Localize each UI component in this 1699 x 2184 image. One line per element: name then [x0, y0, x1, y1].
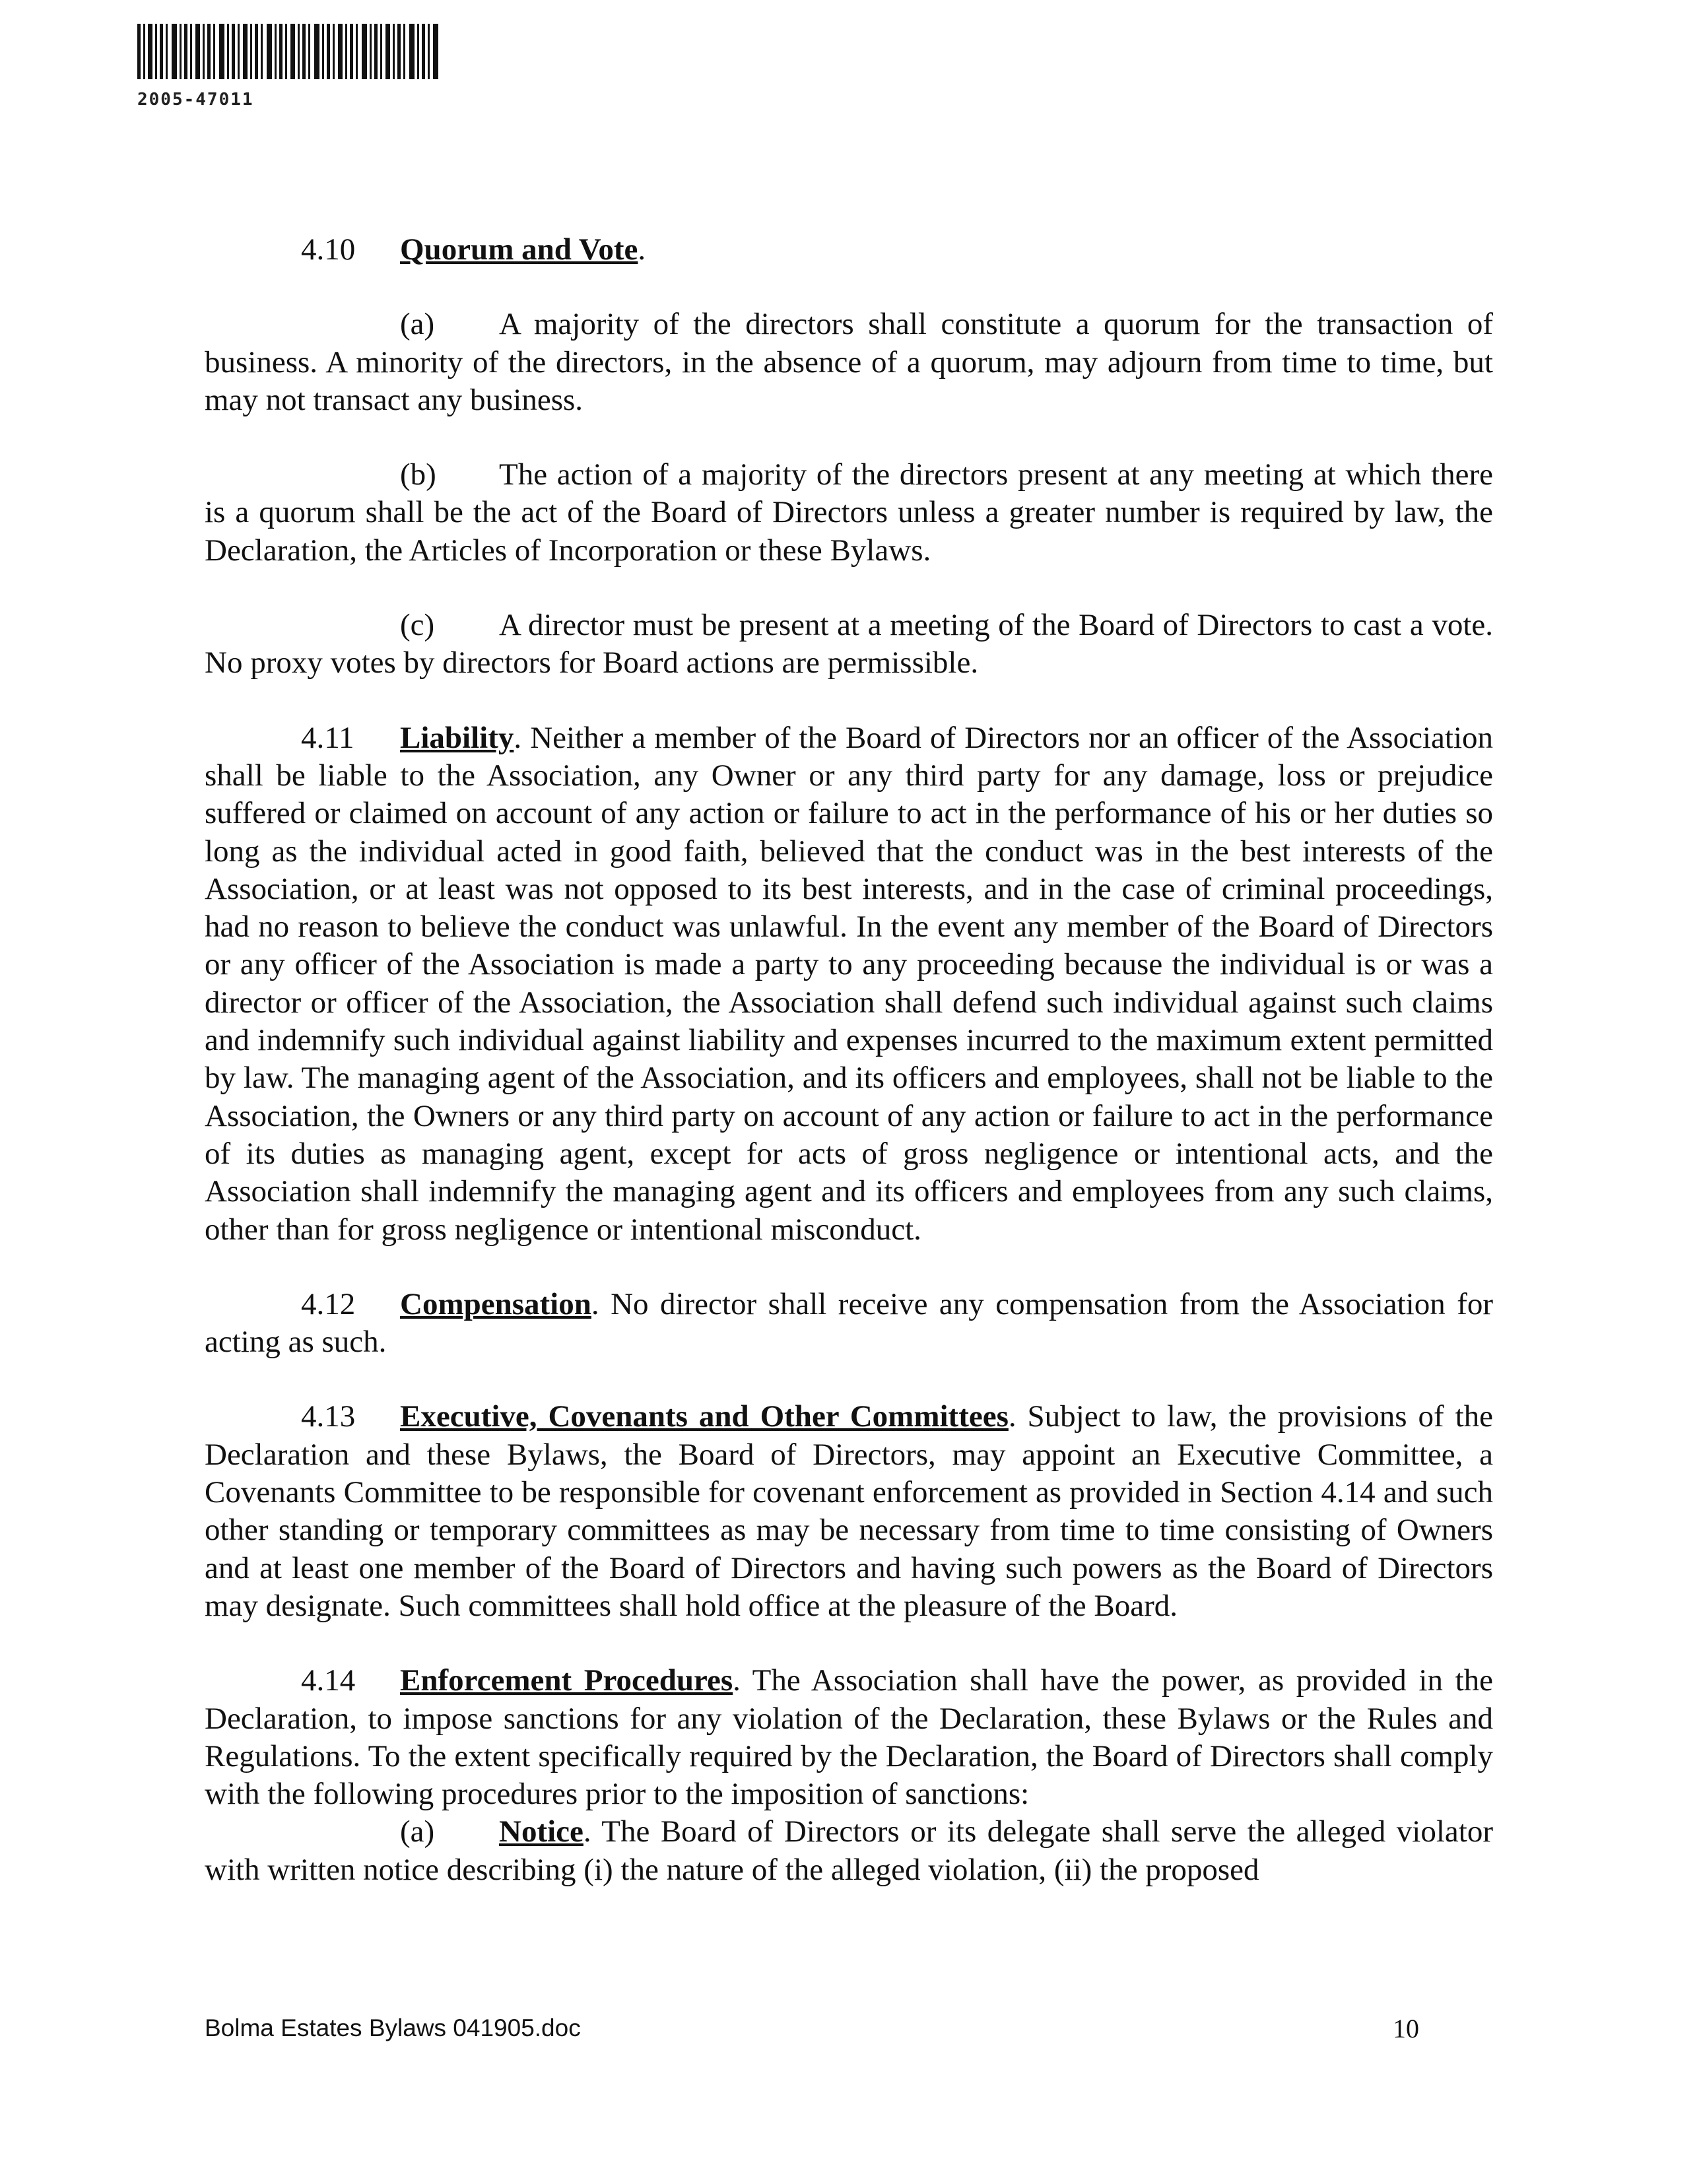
- section-title: Executive, Covenants and Other Committees: [400, 1399, 1009, 1434]
- subsection-paragraph: [205, 306, 1493, 419]
- section-text: . The Association shall have the power, as provided in the Declaration, to impose sanctions for any violation of the Declaration, these Bylaws or the Rules and Regulations. To the extent specifically required by the Declaration, the Board of Directors shall comply with the following procedures prior to the imposition of sanctions:: [205, 1663, 1493, 1812]
- section-title: Quorum and Vote: [400, 232, 638, 267]
- subsection-paragraph: [205, 1813, 1493, 1889]
- subsection-text: . The Board of Directors or its delegate shall serve the alleged violator with written notice describing (i) the nature of the alleged violation, (ii) the proposed: [205, 1814, 1493, 1887]
- subsection-label: (a): [400, 1814, 435, 1849]
- section-paragraph: [205, 719, 1493, 1249]
- section-text: . Subject to law, the provisions of the Declaration and these Bylaws, the Board of Directors, may appoint an Executive Committee, a Covenants Committee to be responsible for covenant enforcement as provided in Section 4.14 and such other standing or temporary committees as may be necessary from time to time consisting of Owners and at least one member of the Board of Directors and having such powers as the Board of Directors may designate. Such committees shall hold office at the pleasure of the Board.: [205, 1399, 1493, 1623]
- subsection-title: Notice: [499, 1814, 583, 1849]
- section-paragraph: [205, 1398, 1493, 1625]
- subsection-label: (c): [400, 608, 435, 643]
- subsection-label: (b): [400, 457, 436, 492]
- section-number: 4.12: [301, 1286, 356, 1321]
- section-number: 4.11: [301, 720, 354, 755]
- section-title-suffix: .: [638, 232, 646, 267]
- subsection-text: The action of a majority of the directors present at any meeting at which there is a quorum shall be the act of the Board of Directors unless a greater number is required by law, the Declaration, the Articles of Incorporation or these Bylaws.: [205, 457, 1493, 568]
- subsection-paragraph: [205, 456, 1493, 570]
- page-number: 10: [1393, 2014, 1419, 2043]
- section-text: . No director shall receive any compensation from the Association for acting as such.: [205, 1286, 1493, 1360]
- subsection-label: (a): [400, 307, 435, 342]
- section-number: 4.14: [301, 1663, 356, 1698]
- section-paragraph: [205, 1286, 1493, 1362]
- footer-filename: Bolma Estates Bylaws 041905.doc: [205, 2014, 581, 2041]
- subsection-paragraph: [205, 607, 1493, 682]
- barcode-number: 2005-47011: [137, 90, 254, 110]
- section-paragraph: [205, 1662, 1493, 1813]
- section-number: 4.10: [301, 232, 356, 267]
- section-number: 4.13: [301, 1399, 356, 1434]
- section-heading: [205, 231, 1493, 269]
- barcode: [137, 24, 438, 79]
- section-text: . Neither a member of the Board of Directors nor an officer of the Association shall be liable to the Association, any Owner or any third party for any damage, loss or prejudice suffered or claimed on account of any action or failure to act in the performance of his or her duties so long as the individual acted in good faith, believed that the conduct was in the best interests of the Association, or at least was not opposed to its best interests, and in the case of criminal proceedings, had no reason to believe the conduct was unlawful. In the event any member of the Board of Directors or any officer of the Association is made a party to any proceeding because the individual is or was a director or officer of the Association, the Association shall defend such individual against such claims and indemnify such individual against liability and expenses incurred to the maximum extent permitted by law. The managing agent of the Association, and its officers and employees, shall not be liable to the Association, the Owners or any third party on account of any action or failure to act in the performance of its duties as managing agent, except for acts of gross negligence or intentional acts, and the Association shall indemnify the managing agent and its officers and employees from any such claims, other than for gross negligence or intentional misconduct.: [205, 720, 1493, 1247]
- subsection-text: A majority of the directors shall constitute a quorum for the transaction of business. A minority of the directors, in the absence of a quorum, may adjourn from time to time, but may not transact any business.: [205, 307, 1493, 417]
- subsection-text: A director must be present at a meeting of the Board of Directors to cast a vote. No proxy votes by directors for Board actions are permissible.: [205, 608, 1493, 680]
- document-body: [205, 231, 1493, 1889]
- section-title: Enforcement Procedures: [400, 1663, 733, 1698]
- section-title: Liability: [400, 720, 514, 755]
- section-title: Compensation: [400, 1286, 591, 1321]
